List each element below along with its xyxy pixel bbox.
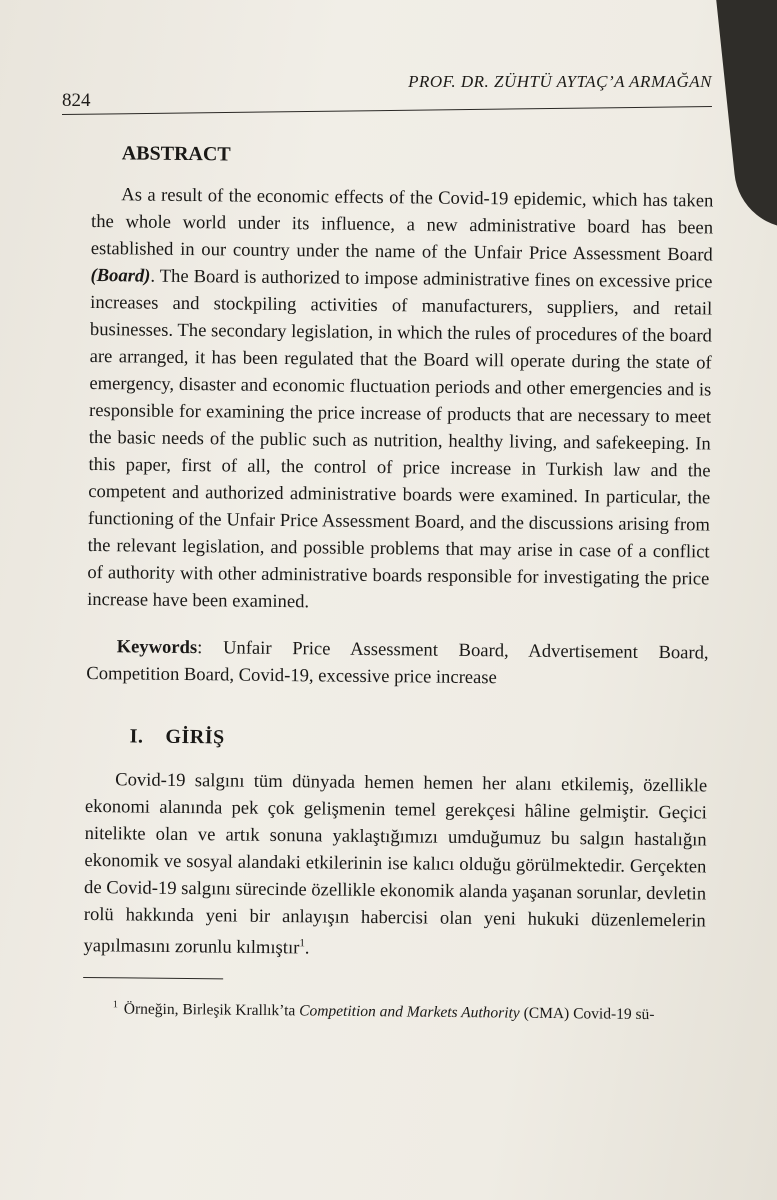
keywords-values: : Unfair Price Assessment Board, Advertisement Board, Competition Board, Covid-19, excessive price increase	[86, 637, 709, 689]
page-number: 824	[62, 90, 91, 111]
footnote-text-b: (CMA) Covid-19 sü-	[519, 1004, 655, 1023]
keywords-label: Keywords	[116, 636, 198, 659]
section-text: Covid-19 salgını tüm dünyada hemen hemen her alanı etkilemiş, özellikle ekonomi alanında pek çok gelişmenin temel gerekçesi hâline gelmiştir. Geçici nitelikte olan ve artık sonuna yaklaştığımızı umduğumuz bu salgın hastalığın ekonomik ve sosyal alandaki etkilerinin ise kalıcı olduğu görülmektedir. Gerçekten de Covid-19 salgını sürecinde özellikle ekonomik alanda yaşanan sorunlar, devletin rolü hakkında yeni bir anlayışın habercisi olan yeni hukuki düzenlemelerin yapılmasını zorunlu kılmıştır	[83, 769, 708, 959]
page-content	[83, 134, 714, 1042]
abstract-heading: ABSTRACT	[121, 142, 231, 166]
section-text-end: .	[304, 937, 310, 959]
abstract-text-1: As a result of the economic effects of the Covid-19 epidemic, which has taken the whole world under its influence, a new administrative board has been established in our country under the name of the Unfair Price Assessment Board	[90, 184, 714, 266]
keywords-paragraph	[86, 633, 709, 694]
footnote-text-a: Örneğin, Birleşik Krallık’ta	[123, 1000, 300, 1020]
abstract-board-term: (Board)	[90, 264, 151, 287]
section-paragraph	[83, 766, 707, 966]
page-header	[62, 68, 712, 111]
abstract-text-2: . The Board is authorized to impose administrative fines on excessive price increases and stockpiling activities of manufacturers, suppliers, and retail businesses. The secondary legislation, in which the rules of procedures of the board are arranged, it has been regulated that the Board will operate during the state of emergency, disaster and economic fluctuation periods and other emergencies and is responsible for examining the price increase of products that are necessary to meet the basic needs of the public such as nutrition, healthy living, and safekeeping. In this paper, first of all, the control of price increase in Turkish law and the competent and authorized administrative boards were examined. In particular, the functioning of the Unfair Price Assessment Board, and the discussions arising from the relevant legislation, and possible problems that may arise in case of a conflict of authority with other administrative boards responsible for investigating the price increase have been examined.	[87, 265, 713, 613]
section-heading	[130, 723, 708, 756]
running-title: PROF. DR. ZÜHTÜ AYTAÇ’A ARMAĞAN	[408, 72, 712, 91]
section-number: I.	[129, 725, 144, 748]
footnote	[83, 994, 705, 1027]
footnote-reference: 1	[299, 937, 305, 950]
footnote-marker: 1	[112, 998, 118, 1011]
abstract-paragraph	[87, 181, 713, 619]
footnote-italic: Competition and Markets Authority	[299, 1002, 520, 1022]
section-title: GİRİŞ	[165, 725, 225, 749]
page-curl-shadow	[714, 0, 777, 234]
footnote-rule	[83, 977, 223, 979]
